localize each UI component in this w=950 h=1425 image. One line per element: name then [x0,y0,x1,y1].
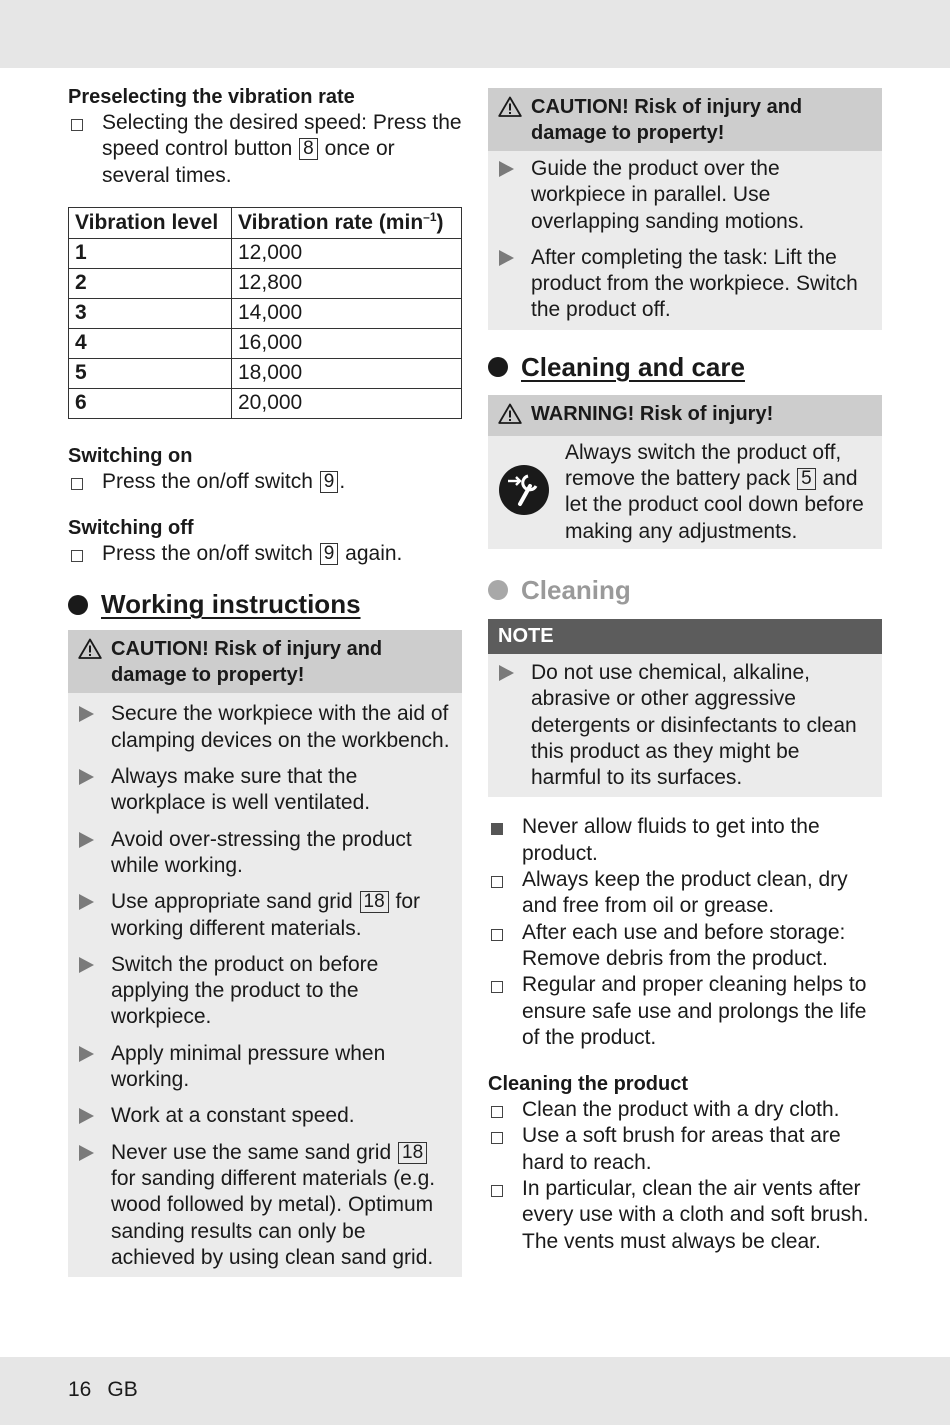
list-item: Use a soft brush for areas that are hard to reach. [488,1123,882,1176]
working-instructions-heading: Working instructions [68,589,462,620]
ref-number: 9 [320,471,339,493]
left-column [68,84,462,1277]
checkbox-icon [68,110,102,136]
ref-number: 8 [299,138,318,160]
vibration-table [68,207,462,419]
ref-number: 5 [797,468,816,490]
warning-triangle-icon [498,94,531,124]
table-row: 5 18,000 [69,358,462,388]
arrow-bullet-icon [78,952,111,978]
list-item: Work at a constant speed. [68,1103,462,1129]
list-item: In particular, clean the air vents after every use with a cloth and soft brush. The vents must always be clear. [488,1176,882,1255]
list-item: Always make sure that the workplace is well ventilated. [68,764,462,817]
arrow-bullet-icon [498,156,531,182]
right-column [488,88,882,1255]
checkbox-icon [68,469,102,495]
warning-box [488,395,882,549]
col-vibration-rate: Vibration rate $(\min^{-1})$ [232,207,462,238]
arrow-bullet-icon [78,1140,111,1166]
ref-number: 9 [320,543,339,565]
language-code: GB [107,1378,138,1401]
checkbox-icon [488,867,522,893]
list-item: After completing the task: Lift the product from the workpiece. Switch the product off. [488,245,882,324]
table-row: 3 14,000 [69,298,462,328]
checkbox-icon [488,1176,522,1202]
table-row: 4 16,000 [69,328,462,358]
checkbox-icon [68,541,102,567]
list-item: Apply minimal pressure when working. [68,1041,462,1094]
cleaning-and-care-heading: Cleaning and care [488,352,882,383]
arrow-bullet-icon [498,660,531,686]
maintenance-mandatory-icon [498,464,565,521]
warning-text: Always switch the product off, remove the battery pack 5 and let the product cool down before making any adjustments. [565,440,864,543]
table-row: 1 12,000 [69,238,462,268]
list-item: Switch the product on before applying the product to the workpiece. [68,952,462,1031]
list-item: Always keep the product clean, dry and free from oil or grease. [488,867,882,920]
list-item: Secure the workpiece with the aid of clamping devices on the workbench. [68,701,462,754]
checkbox-icon [488,920,522,946]
header-band [0,0,950,68]
arrow-bullet-icon [78,764,111,790]
note-header: NOTE [488,619,882,654]
bullet-dot-icon [488,357,508,377]
bullet-dot-icon [488,580,508,600]
list-item: Avoid over-stressing the product while working. [68,827,462,880]
list-item: Never allow fluids to get into the product. [488,814,882,867]
vibration-step [68,110,462,189]
list-item: Guide the product over the workpiece in parallel. Use overlapping sanding motions. [488,156,882,235]
list-item: After each use and before storage: Remove debris from the product. [488,920,882,973]
footer-band [0,1357,950,1425]
table-row: 2 12,800 [69,268,462,298]
table-header-row [69,207,462,238]
caution-box [488,88,882,330]
caution-box [68,630,462,1277]
arrow-bullet-icon [78,1041,111,1067]
list-item: Regular and proper cleaning helps to ensure safe use and prolongs the life of the product. [488,972,882,1051]
checkbox-icon [488,1123,522,1149]
ref-number: 18 [398,1142,427,1164]
list-item: Clean the product with a dry cloth. [488,1097,882,1123]
arrow-bullet-icon [498,245,531,271]
arrow-bullet-icon [78,701,111,727]
vibration-step-text: Selecting the desired speed: Press the speed control button 8 once or several times. [102,111,462,187]
switching-off-step: Press the on/off switch 9 again. [68,541,462,567]
arrow-bullet-icon [78,1103,111,1129]
checkbox-icon [488,1097,522,1123]
filled-square-icon [488,814,522,840]
caution-header: CAUTION! Risk of injury and damage to property! [488,88,882,151]
warning-triangle-icon [498,401,531,431]
col-vibration-level: Vibration level [69,207,232,238]
switching-on-step: Press the on/off switch 9 . [68,469,462,495]
switching-on-heading: Switching on [68,444,193,467]
list-item: Do not use chemical, alkaline, abrasive or other aggressive detergents or disinfectants to clean this product as they might be harmful to its surfaces. [488,660,882,791]
arrow-bullet-icon [78,827,111,853]
bullet-dot-icon [68,595,88,615]
list-item: Never use the same sand grid 18 for sanding different materials (e.g. wood followed by metal). Optimum sanding results can only be achieved by using clean sand grid. [68,1140,462,1271]
vibration-heading: Preselecting the vibration rate [68,86,355,108]
cleaning-heading: Cleaning [488,575,882,606]
table-row: 6 20,000 [69,388,462,418]
ref-number: 18 [360,891,389,913]
caution-header: CAUTION! Risk of injury and damage to property! [68,630,462,693]
warning-triangle-icon [78,636,111,666]
page-number: 16 GB [68,1378,138,1401]
switching-off-heading: Switching off [68,517,194,540]
warning-body [488,436,882,545]
list-item: Use appropriate sand grid 18 for working different materials. [68,889,462,942]
checkbox-icon [488,972,522,998]
note-box [488,619,882,797]
cleaning-product-heading: Cleaning the product [488,1073,688,1096]
warning-header: WARNING! Risk of injury! [488,395,882,436]
arrow-bullet-icon [78,889,111,915]
